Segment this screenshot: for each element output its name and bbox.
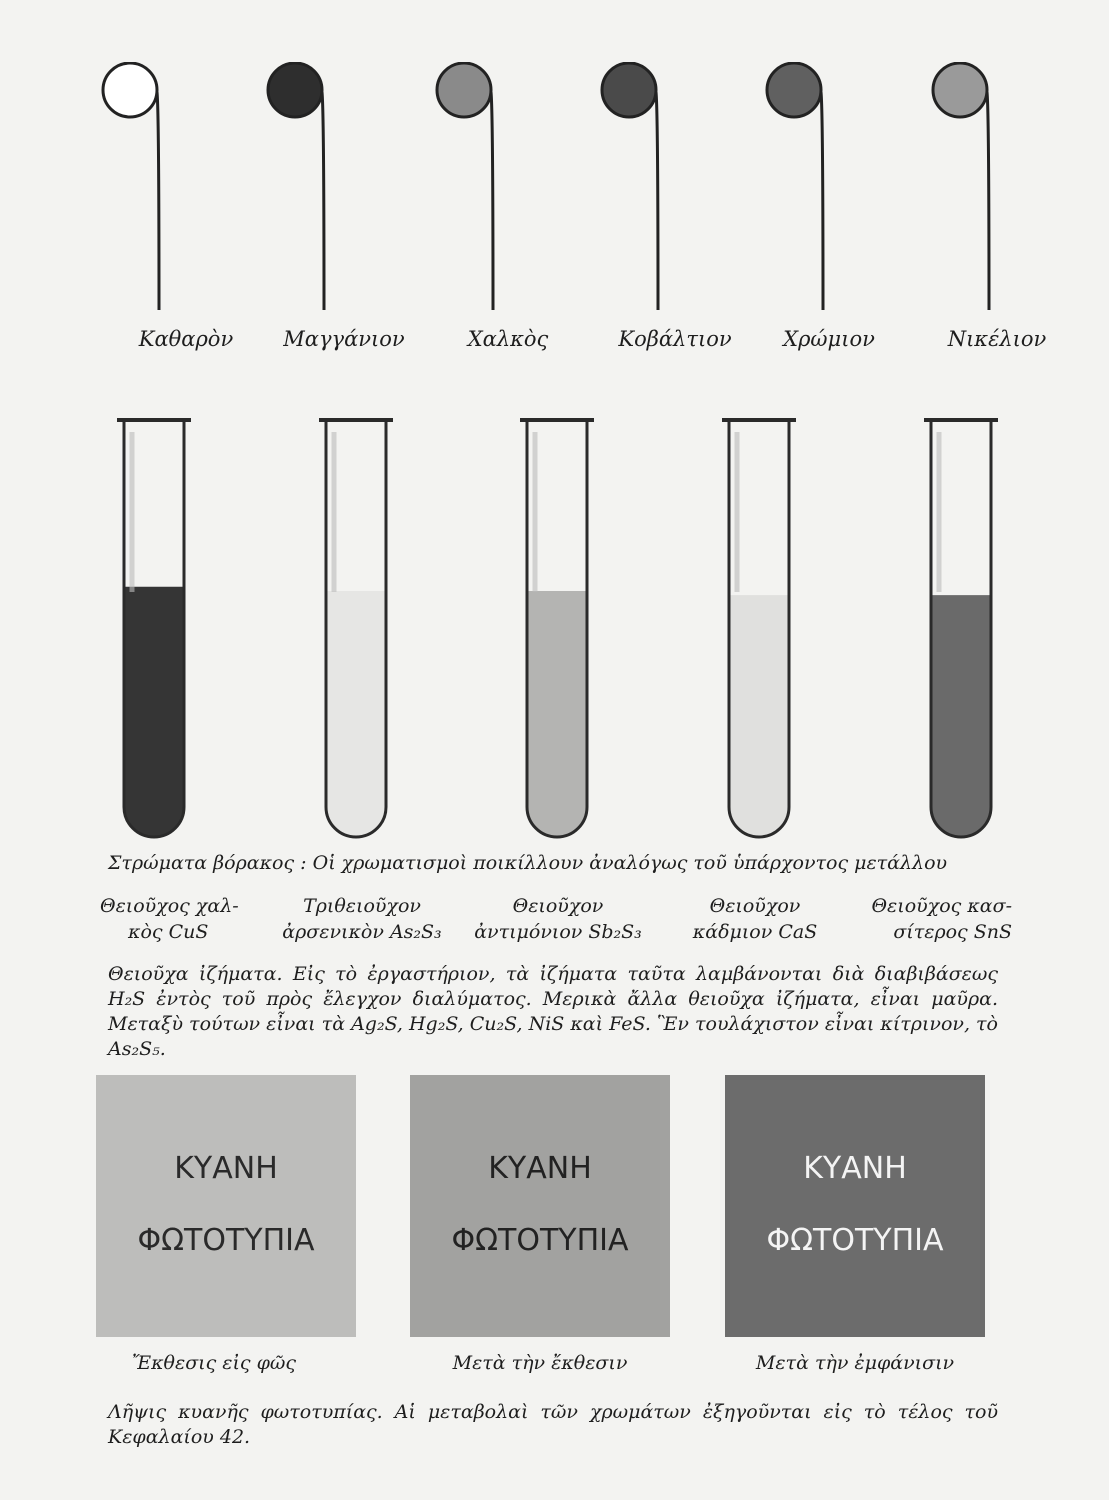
blueprint-square-after-development xyxy=(725,1075,985,1337)
bead-label-cobalt: Κοβάλτιον xyxy=(618,327,732,351)
sulfide-label-cus xyxy=(100,893,270,945)
bead-label-nickel: Νικέλιον xyxy=(947,327,1047,351)
sulfide-label-line: κάδμιον CaS xyxy=(692,921,818,943)
bead-label-pure: Καθαρὸν xyxy=(138,327,234,351)
sulfide-label-cas xyxy=(660,893,850,945)
sulfide-label-line: Θειοῦχος χαλ- xyxy=(100,895,239,917)
borax-bead-3 xyxy=(435,62,497,312)
borax-bead-2 xyxy=(266,62,328,312)
square-title-line1: ΚΥΑΝΗ xyxy=(174,1151,278,1186)
borax-bead-1 xyxy=(101,62,163,312)
blueprint-square-after-exposure xyxy=(410,1075,670,1337)
sulfide-label-line: κὸς CuS xyxy=(128,921,209,943)
test-tube-5 xyxy=(921,412,1001,847)
sulfide-label-line: ἀρσενικὸν As₂S₃ xyxy=(282,921,442,943)
sulfide-label-line: ἀντιμόνιον Sb₂S₃ xyxy=(474,921,642,943)
sulfide-label-sns xyxy=(840,893,1012,945)
sulfide-label-line: σίτερος SnS xyxy=(893,921,1012,943)
borax-bead-5 xyxy=(765,62,827,312)
square-label-after-development: Μετὰ τὴν ἐμφάνισιν xyxy=(755,1352,955,1374)
square-label-exposure: Ἔκθεσις εἰς φῶς xyxy=(131,1352,297,1374)
square-title-line1: ΚΥΑΝΗ xyxy=(803,1151,907,1186)
bead-label-manganese: Μαγγάνιον xyxy=(283,327,405,351)
sulfide-label-line: Τριθειοῦχον xyxy=(303,895,421,917)
test-tube-1 xyxy=(114,412,194,847)
square-title-line2: ΦΩΤΟΤΥΠΙΑ xyxy=(766,1223,944,1258)
blueprint-square-exposure xyxy=(96,1075,356,1337)
sulfide-label-line: Θειοῦχον xyxy=(512,895,604,917)
sulfide-label-as2s3 xyxy=(262,893,462,945)
bead-label-chromium: Χρώμιον xyxy=(783,327,875,351)
sulfide-label-line: Θειοῦχος κασ- xyxy=(871,895,1012,917)
test-tube-4 xyxy=(719,412,799,847)
blueprint-paragraph: Λῆψις κυανῆς φωτοτυπίας. Αἱ μεταβολαὶ τῶν χρωμάτων ἐξηγοῦνται εἰς τὸ τέλος τοῦ Κεφαλαίου 42. xyxy=(108,1401,998,1448)
square-label-after-exposure: Μετὰ τὴν ἔκθεσιν xyxy=(452,1352,628,1374)
square-title-line2: ΦΩΤΟΤΥΠΙΑ xyxy=(451,1223,629,1258)
sulfide-label-sb2s3 xyxy=(458,893,658,945)
test-tube-2 xyxy=(316,412,396,847)
tubes-caption: Στρώματα βόρακος : Οἱ χρωματισμοὶ ποικίλλουν ἀναλόγως τοῦ ὑπάρχοντος μετάλλου xyxy=(108,852,948,874)
square-title-line1: ΚΥΑΝΗ xyxy=(488,1151,592,1186)
sulfide-label-line: Θειοῦχον xyxy=(709,895,801,917)
sulfide-paragraph: Θειοῦχα ἰζήματα. Εἰς τὸ ἐργαστήριον, τὰ ἰζήματα ταῦτα λαμβάνονται διὰ διαβιβάσεως H₂S ἐντὸς τοῦ πρὸς ἔλεγχον διαλύματος. Μερικὰ ἄλλα θειοῦχα ἰζήματα, εἶναι μαῦρα. Μεταξὺ τούτων εἶναι τὰ Ag₂S, Hg₂S, Cu₂S, NiS καὶ FeS. Ἓν τουλάχιστον εἶναι κίτρινον, τὸ As₂S₅. xyxy=(108,963,998,1060)
borax-bead-6 xyxy=(931,62,993,312)
borax-bead-4 xyxy=(600,62,662,312)
bead-label-copper: Χαλκὸς xyxy=(467,327,549,351)
square-title-line2: ΦΩΤΟΤΥΠΙΑ xyxy=(137,1223,315,1258)
test-tube-3 xyxy=(517,412,597,847)
